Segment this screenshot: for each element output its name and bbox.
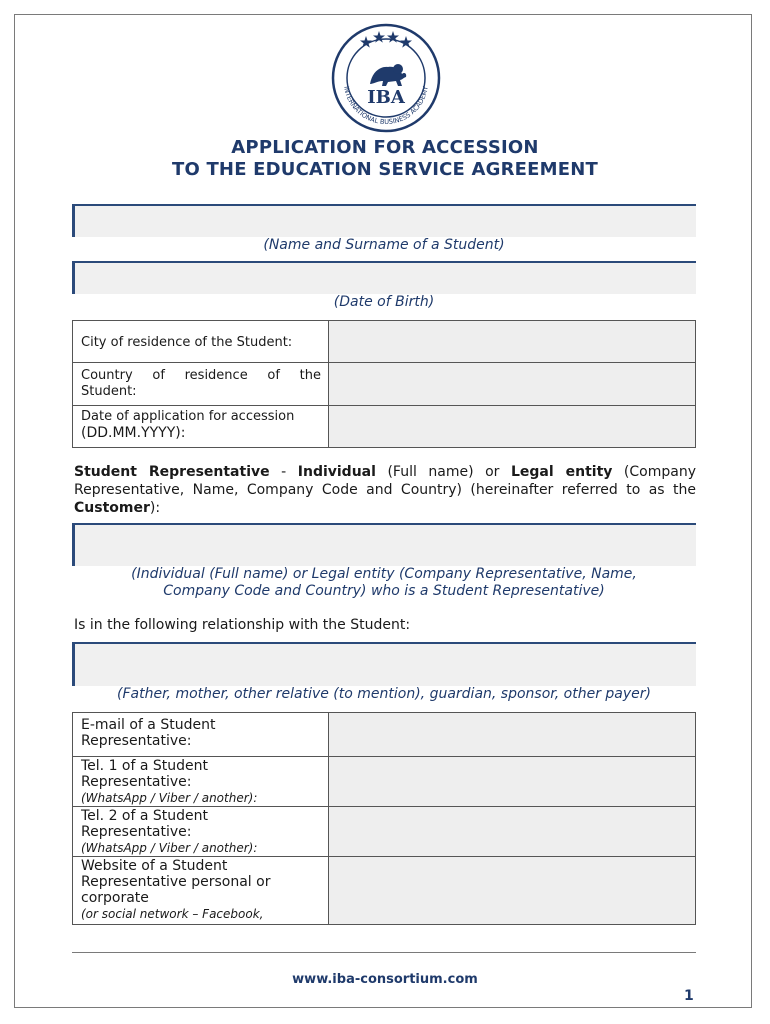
website-label: Website of a Student Representative personal or corporate (or social network – Facebook,: [73, 857, 329, 925]
tel2-field[interactable]: [329, 807, 696, 857]
representative-paragraph: Student Representative - Individual (Full name) or Legal entity (Company Representative, Name, Company Code and Country) (hereinafter referred to as the Customer):: [74, 464, 696, 516]
tel1-field[interactable]: [329, 757, 696, 807]
iba-logo: [330, 22, 442, 134]
student-name-caption: (Name and Surname of a Student): [263, 237, 505, 253]
application-date-label: Date of application for accession (DD.MM.YYYY):: [73, 406, 329, 448]
table-row: [73, 807, 696, 857]
footer-website-link[interactable]: www.iba-consortium.com: [292, 972, 478, 987]
star-icon: [400, 36, 412, 48]
student-info-table: [72, 320, 696, 448]
table-row: [73, 321, 696, 363]
tel2-label: Tel. 2 of a Student Representative: (WhatsApp / Viber / another):: [73, 807, 329, 857]
table-row: [73, 757, 696, 807]
relationship-caption: (Father, mother, other relative (to mention), guardian, sponsor, other payer): [117, 686, 651, 702]
contacts-table: [72, 712, 696, 925]
logo-mark: IBA: [367, 87, 405, 108]
page-title-line2: TO THE EDUCATION SERVICE AGREEMENT: [172, 159, 598, 180]
country-label: Country of residence of the Student:: [73, 363, 329, 406]
application-date-field[interactable]: [329, 406, 696, 448]
representative-caption: (Individual (Full name) or Legal entity (Company Representative, Name, Company Code and Country) who is a Student Representative): [131, 566, 637, 599]
country-field[interactable]: [329, 363, 696, 406]
relationship-text: Is in the following relationship with the Student:: [74, 617, 411, 633]
table-row: [73, 713, 696, 757]
table-row: [73, 857, 696, 925]
logo-ring-text: INTERNATIONAL BUSINESS ACADEMY: [342, 85, 430, 127]
email-label: E-mail of a Student Representative:: [73, 713, 329, 757]
date-of-birth-field[interactable]: [72, 261, 696, 294]
lion-crest-icon: [370, 64, 406, 86]
relationship-field[interactable]: [72, 642, 696, 686]
footer-divider: [72, 952, 696, 953]
city-label: City of residence of the Student:: [73, 321, 329, 363]
city-field[interactable]: [329, 321, 696, 363]
email-field[interactable]: [329, 713, 696, 757]
star-icon: [360, 36, 372, 48]
website-field[interactable]: [329, 857, 696, 925]
representative-field[interactable]: [72, 523, 696, 566]
page-title-line1: APPLICATION FOR ACCESSION: [231, 137, 539, 158]
date-of-birth-caption: (Date of Birth): [333, 294, 435, 310]
student-name-field[interactable]: [72, 204, 696, 237]
page-number: 1: [684, 988, 694, 1004]
tel1-label: Tel. 1 of a Student Representative: (WhatsApp / Viber / another):: [73, 757, 329, 807]
table-row: [73, 363, 696, 406]
table-row: [73, 406, 696, 448]
